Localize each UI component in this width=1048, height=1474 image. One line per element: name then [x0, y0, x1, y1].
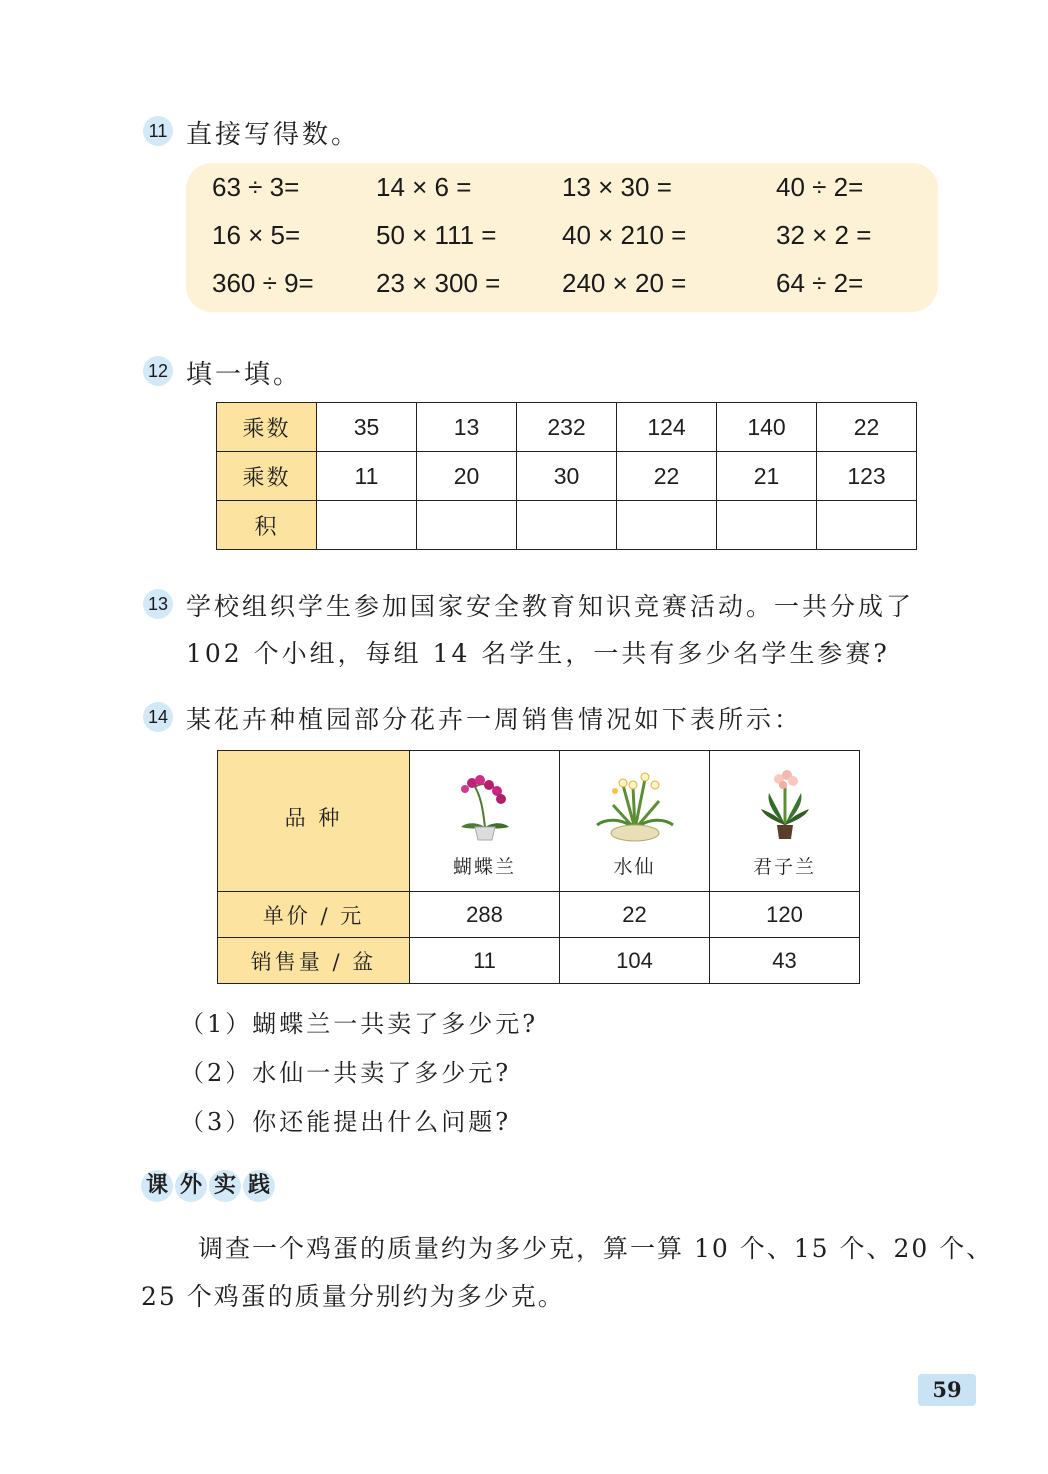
q14-subquestion-1: （1）蝴蝶兰一共卖了多少元? [180, 1010, 539, 1038]
table-cell: 22 [817, 403, 917, 452]
answer-cell[interactable] [417, 501, 517, 550]
row-header-factor1: 乘数 [217, 403, 317, 452]
question-number-11: 11 [143, 116, 173, 146]
table-cell: 22 [560, 892, 710, 938]
q14-title: 某花卉种植园部分花卉一周销售情况如下表所示： [186, 705, 803, 734]
narcissus-plant-icon [593, 765, 677, 845]
question-number-14: 14 [143, 702, 173, 732]
q11-expr: 40 × 210 = [562, 220, 687, 250]
practice-title-char: 课 [141, 1170, 173, 1202]
practice-title-char: 外 [175, 1170, 207, 1202]
question-number-13: 13 [143, 589, 173, 619]
row-header-sales-volume: 销售量 / 盆 [218, 938, 410, 984]
table-cell: 43 [710, 938, 860, 984]
orchid-plant-icon [445, 765, 525, 845]
flower-sales-table [217, 750, 860, 984]
table-cell: 21 [717, 452, 817, 501]
question-number-12: 12 [143, 356, 173, 386]
flower-name-orchid: 蝴蝶兰 [452, 856, 516, 878]
q13-line2: 102 个小组，每组 14 名学生，一共有多少名学生参赛? [186, 639, 890, 668]
table-cell: 288 [410, 892, 560, 938]
flower-name-clivia: 君子兰 [752, 856, 816, 878]
answer-cell[interactable] [817, 501, 917, 550]
row-header-product: 积 [217, 501, 317, 550]
flower-column-narcissus [560, 751, 710, 892]
q14-subquestion-3: （3）你还能提出什么问题? [180, 1108, 512, 1136]
q11-expr: 13 × 30 = [562, 172, 672, 202]
table-cell: 124 [617, 403, 717, 452]
multiplication-table [216, 402, 917, 550]
header-variety-label: 品 种 [284, 806, 343, 830]
table-cell: 11 [410, 938, 560, 984]
answer-cell[interactable] [517, 501, 617, 550]
header-variety [218, 751, 410, 892]
q14-subquestion-2: （2）水仙一共卖了多少元? [180, 1059, 512, 1087]
q11-expr: 50 × 111 = [376, 220, 497, 250]
page-number: 59 [918, 1374, 976, 1406]
table-cell: 232 [517, 403, 617, 452]
table-cell: 13 [417, 403, 517, 452]
q11-exercise-box [186, 163, 938, 312]
practice-title-char: 践 [243, 1170, 275, 1202]
clivia-plant-icon [745, 765, 825, 845]
q11-expr: 360 ÷ 9= [212, 268, 314, 298]
answer-cell[interactable] [317, 501, 417, 550]
table-cell: 140 [717, 403, 817, 452]
table-cell: 120 [710, 892, 860, 938]
practice-title-char: 实 [209, 1170, 241, 1202]
table-cell: 123 [817, 452, 917, 501]
answer-cell[interactable] [617, 501, 717, 550]
flower-name-narcissus: 水仙 [613, 856, 656, 878]
row-header-factor2: 乘数 [217, 452, 317, 501]
q11-expr: 14 × 6 = [376, 172, 472, 202]
q11-expr: 23 × 300 = [376, 268, 501, 298]
flower-column-clivia [710, 751, 860, 892]
q13-line1: 学校组织学生参加国家安全教育知识竞赛活动。一共分成了 [186, 592, 915, 621]
table-cell: 30 [517, 452, 617, 501]
q11-expr: 63 ÷ 3= [212, 172, 300, 202]
row-header-unit-price: 单价 / 元 [218, 892, 410, 938]
flower-column-orchid [410, 751, 560, 892]
q11-expr: 240 × 20 = [562, 268, 687, 298]
q11-title: 直接写得数。 [186, 120, 361, 150]
q11-expr: 40 ÷ 2= [776, 172, 864, 202]
practice-line2: 25 个鸡蛋的质量分别约为多少克。 [141, 1282, 565, 1311]
q11-expr: 16 × 5= [212, 220, 301, 250]
q12-title: 填一填。 [186, 360, 303, 390]
q11-expr: 32 × 2 = [776, 220, 872, 250]
table-cell: 20 [417, 452, 517, 501]
practice-section-title [141, 1170, 277, 1206]
table-cell: 104 [560, 938, 710, 984]
table-cell: 35 [317, 403, 417, 452]
answer-cell[interactable] [717, 501, 817, 550]
practice-line1: 调查一个鸡蛋的质量约为多少克，算一算 10 个、15 个、20 个、 [198, 1234, 994, 1263]
q11-expr: 64 ÷ 2= [776, 268, 864, 298]
table-cell: 11 [317, 452, 417, 501]
table-cell: 22 [617, 452, 717, 501]
